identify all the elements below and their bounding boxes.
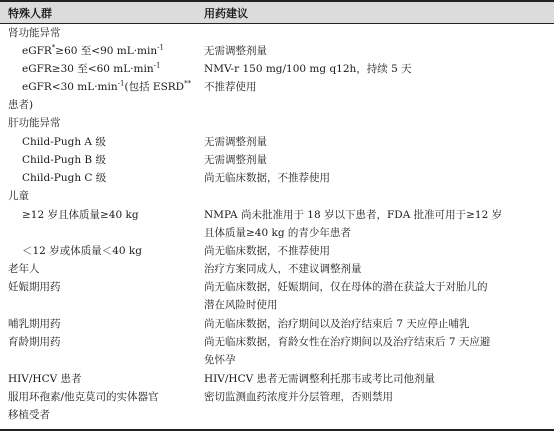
rec-pregnancy-line1: 尚无临床数据，妊娠期间，仅在母体的潜在获益大于对胎儿的 <box>204 281 488 293</box>
row-child-pugh-a: Child-Pugh A 级 <box>22 136 106 148</box>
group-renal: 肾功能异常 <box>8 27 61 39</box>
row-transplant-line1: 服用环孢素/他克莫司的实体器官 <box>8 391 159 403</box>
row-transplant-line2: 移植受者 <box>8 409 50 421</box>
row-lactation: 哺乳期用药 <box>8 318 61 330</box>
rec-child-ge12-line2: 且体质量≥40 kg 的青少年患者 <box>204 227 351 239</box>
rec-childbearing-line1: 尚无临床数据，育龄女性在治疗期间以及治疗结束后 7 天应避 <box>204 336 491 348</box>
group-children: 儿童 <box>8 190 29 202</box>
header-population: 特殊人群 <box>8 7 52 20</box>
header-recommendation: 用药建议 <box>204 7 248 20</box>
rec-child-pugh-c: 尚无临床数据，不推荐使用 <box>204 172 330 184</box>
rec-child-pugh-b: 无需调整剂量 <box>204 154 267 166</box>
group-hepatic: 肝功能异常 <box>8 117 61 129</box>
row-child-pugh-b: Child-Pugh B 级 <box>22 154 106 166</box>
row-child-ge12: ≥12 岁且体质量≥40 kg <box>22 209 139 221</box>
rec-child-lt12: 尚无临床数据，不推荐使用 <box>204 245 330 257</box>
table-header-rule <box>0 23 554 24</box>
row-egfr-60-90: eGFR*≥60 至<90 $mL\cdot\min^{-1}$ <box>22 43 164 57</box>
row-childbearing: 育龄期用药 <box>8 336 61 348</box>
rec-hiv-hcv: HIV/HCV 患者无需调整利托那韦或考比司他剂量 <box>204 373 436 385</box>
rec-egfr-30-60: NMV-r 150 mg/100 mg q12h，持续 5 天 <box>204 63 412 75</box>
row-hiv-hcv: HIV/HCV 患者 <box>8 373 82 385</box>
row-egfr-lt30: eGFR<30 $mL\cdot\min^{-1}$(包括 ESRD** <box>22 79 192 93</box>
table-header <box>0 2 554 23</box>
rec-transplant: 密切监测血药浓度并分层管理，否则禁用 <box>204 391 393 403</box>
rec-childbearing-line2: 免怀孕 <box>204 354 236 366</box>
rec-elderly: 治疗方案同成人，不建议调整剂量 <box>204 263 362 275</box>
row-child-pugh-c: Child-Pugh C 级 <box>22 172 107 184</box>
row-egfr-lt30-cont: 患者) <box>8 99 34 111</box>
rec-pregnancy-line2: 潜在风险时使用 <box>204 299 278 311</box>
row-child-lt12: ＜12 岁或体质量＜40 kg <box>22 245 142 257</box>
rec-egfr-lt30: 不推荐使用 <box>204 81 257 93</box>
row-elderly: 老年人 <box>8 263 40 275</box>
rec-child-ge12-line1: NMPA 尚未批准用于 18 岁以下患者，FDA 批准可用于≥12 岁 <box>204 209 503 221</box>
rec-lactation: 尚无临床数据，治疗期间以及治疗结束后 7 天应停止哺乳 <box>204 318 470 330</box>
row-egfr-30-60: eGFR≥30 至<60 $mL\cdot\min^{-1}$ <box>22 61 161 75</box>
rec-egfr-60-90: 无需调整剂量 <box>204 45 267 57</box>
row-pregnancy: 妊娠期用药 <box>8 281 61 293</box>
rec-child-pugh-a: 无需调整剂量 <box>204 136 267 148</box>
